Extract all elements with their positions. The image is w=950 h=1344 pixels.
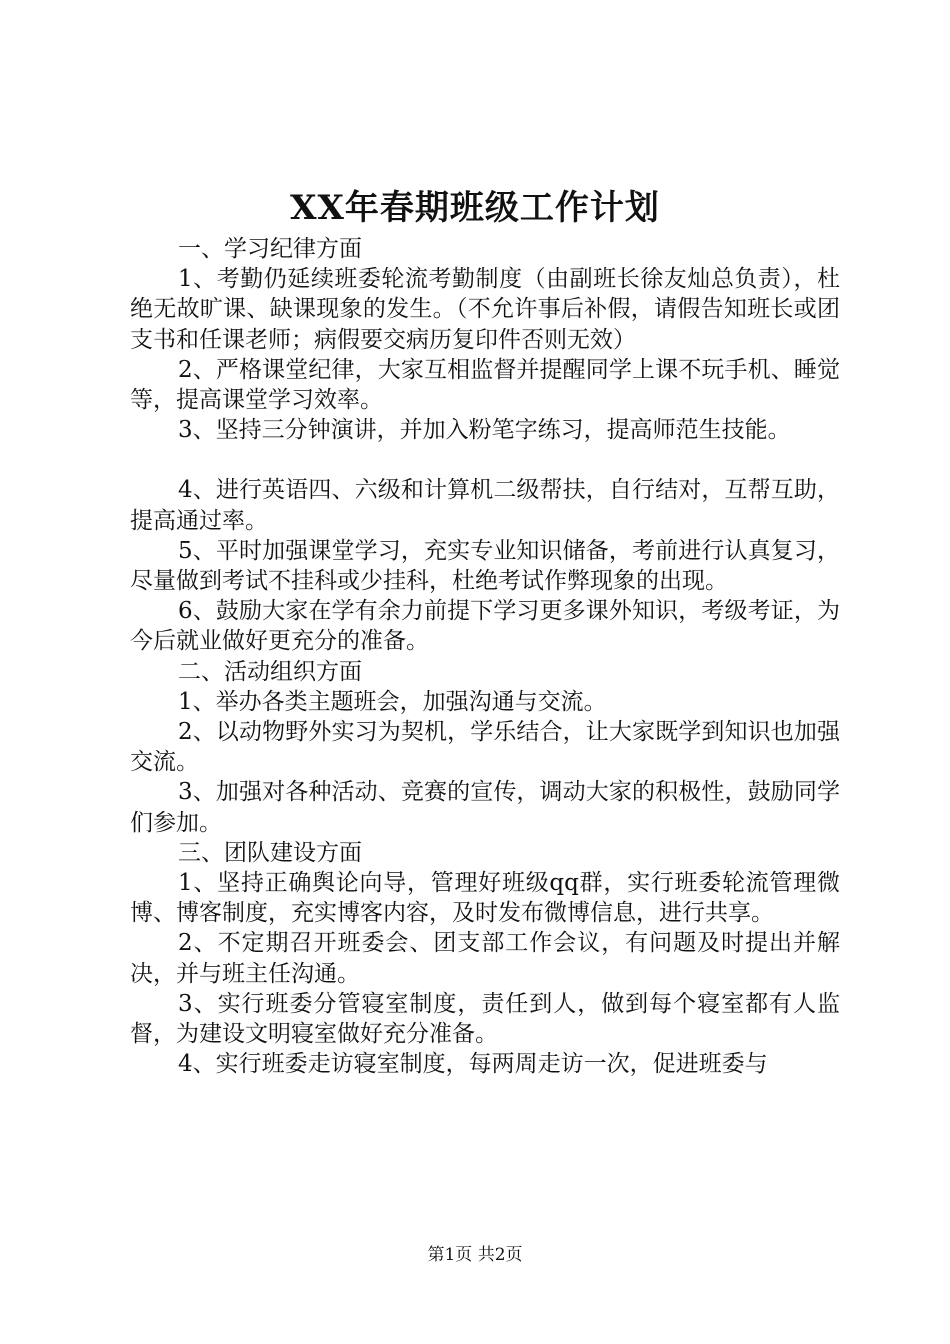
paragraph: 1、考勤仍延续班委轮流考勤制度（由副班长徐友灿总负责），杜绝无故旷课、缺课现象的发生。（不允许事后补假，请假告知班长或团支书和任课老师；病假要交病历复印件否则无效）: [130, 266, 840, 353]
paragraph: 3、实行班委分管寝室制度，责任到人，做到每个寝室都有人监督，为建设文明寝室做好充分准备。: [130, 990, 840, 1048]
page-footer: 第1页 共2页: [427, 1245, 523, 1265]
section-heading-team: 三、团队建设方面: [178, 839, 362, 866]
section-heading-activities: 二、活动组织方面: [178, 658, 362, 685]
paragraph: 2、不定期召开班委会、团支部工作会议，有问题及时提出并解决，并与班主任沟通。: [130, 930, 840, 987]
paragraph: 1、举办各类主题班会，加强沟通与交流。: [178, 688, 607, 715]
paragraph: 2、以动物野外实习为契机，学乐结合，让大家既学到知识也加强交流。: [130, 719, 840, 776]
paragraph: 3、加强对各种活动、竞赛的宣传，调动大家的积极性，鼓励同学们参加。: [130, 779, 840, 836]
paragraph: 2、严格课堂纪律，大家互相监督并提醒同学上课不玩手机、睡觉等，提高课堂学习效率。: [130, 356, 840, 414]
paragraph: 5、平时加强课堂学习，充实专业知识储备，考前进行认真复习，尽量做到考试不挂科或少挂科，杜绝考试作弊现象的出现。: [130, 537, 840, 595]
paragraph: 1、坚持正确舆论向导，管理好班级qq群，实行班委轮流管理微博、博客制度，充实博客内容，及时发布微博信息，进行共享。: [130, 870, 840, 927]
paragraph: 4、实行班委走访寝室制度，每两周走访一次，促进班委与: [178, 1051, 768, 1078]
section-heading-discipline: 一、学习纪律方面: [178, 236, 362, 262]
paragraph: 3、坚持三分钟演讲，并加入粉笔字练习，提高师范生技能。: [178, 417, 791, 444]
document-body: [130, 234, 840, 1079]
document-title: XX年春期班级工作计划: [290, 188, 660, 228]
paragraph: 4、进行英语四、六级和计算机二级帮扶，自行结对，互帮互助，提高通过率。: [130, 477, 840, 534]
paragraph: 6、鼓励大家在学有余力前提下学习更多课外知识，考级考证，为今后就业做好更充分的准备。: [130, 598, 840, 655]
